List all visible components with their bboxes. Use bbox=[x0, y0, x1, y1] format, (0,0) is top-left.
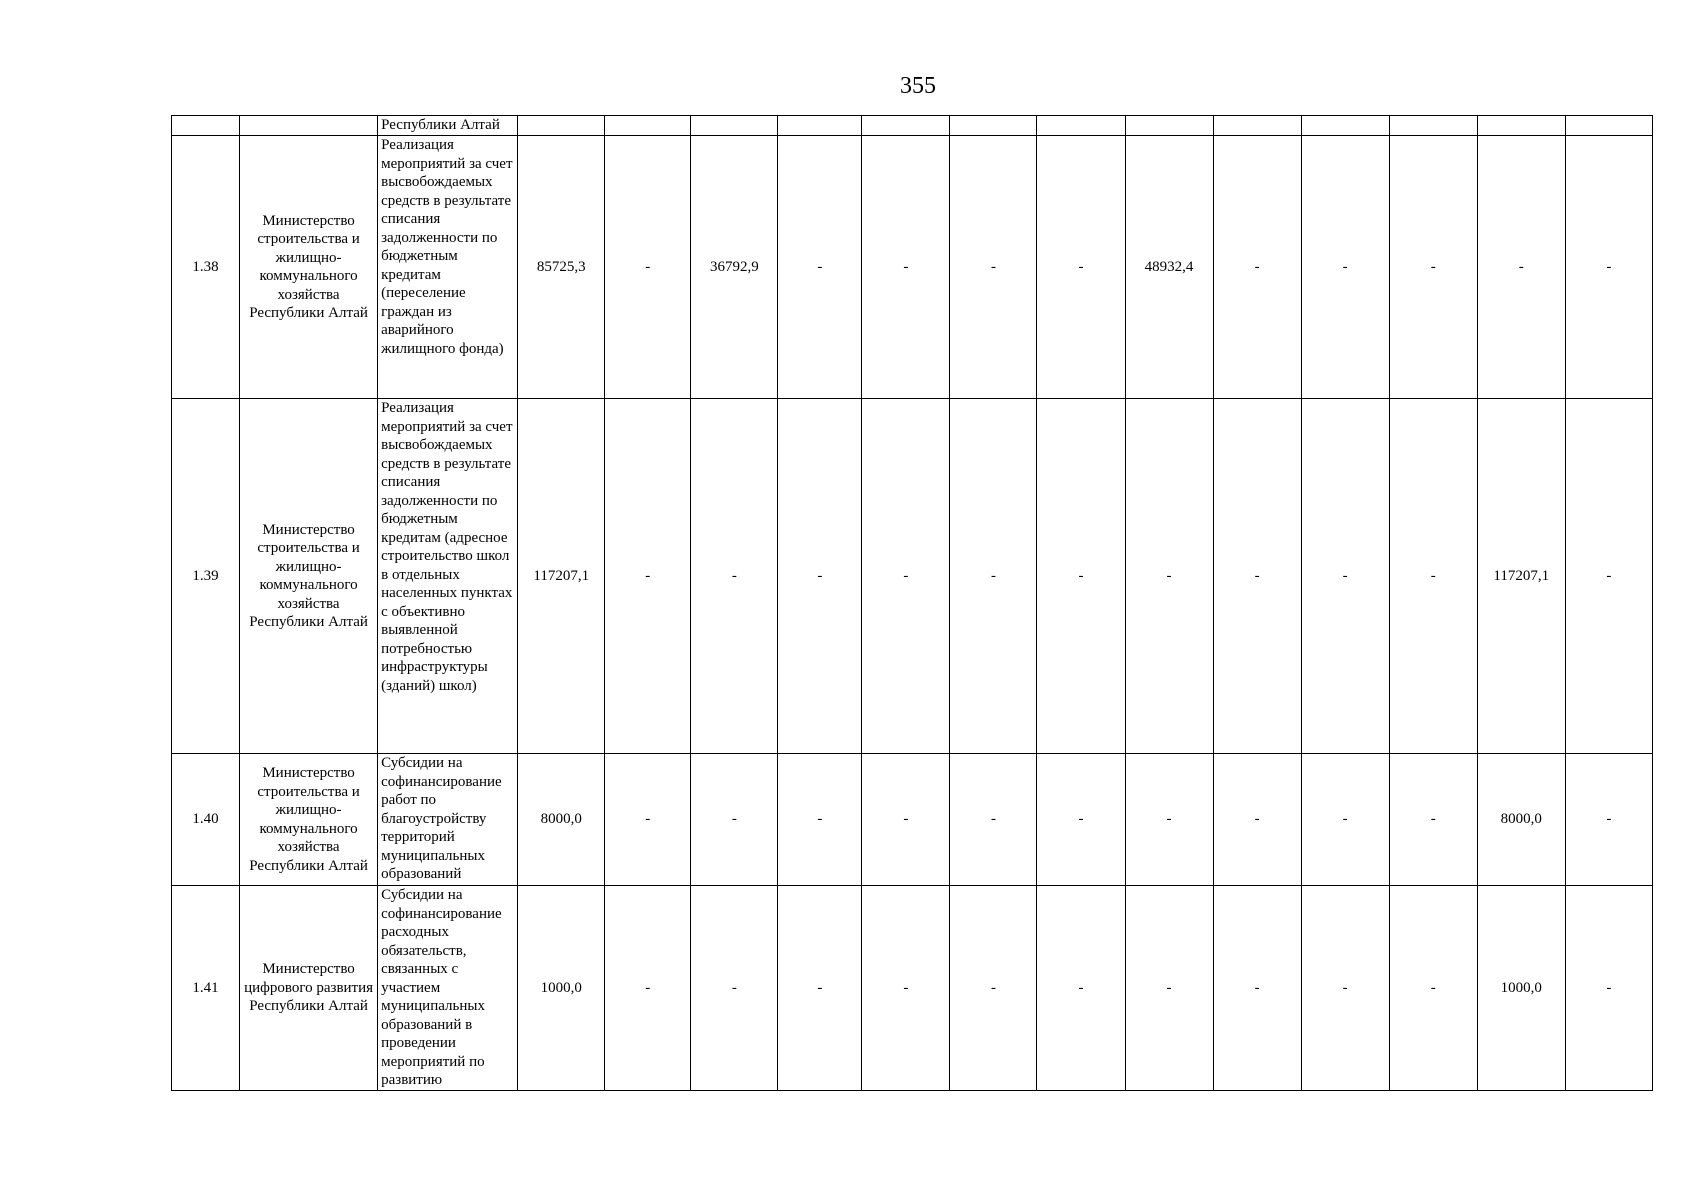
cell-name: Республики Алтай bbox=[378, 116, 518, 136]
cell-value: - bbox=[1125, 399, 1213, 754]
cell-num bbox=[172, 116, 240, 136]
cell-value: - bbox=[1037, 399, 1125, 754]
cell-org: Министерство строительства и жилищно-коммунального хозяйства Республики Алтай bbox=[240, 136, 378, 399]
cell-value: 1000,0 bbox=[1477, 886, 1565, 1091]
cell-value: - bbox=[691, 754, 778, 886]
table-row bbox=[172, 136, 1653, 399]
cell-value: - bbox=[950, 886, 1037, 1091]
cell-value: - bbox=[862, 886, 950, 1091]
cell-org: Министерство строительства и жилищно-коммунального хозяйства Республики Алтай bbox=[240, 399, 378, 754]
cell-value bbox=[605, 116, 691, 136]
cell-value: 36792,9 bbox=[691, 136, 778, 399]
cell-value: - bbox=[691, 886, 778, 1091]
cell-value: - bbox=[691, 399, 778, 754]
cell-value: - bbox=[1213, 136, 1301, 399]
cell-value: - bbox=[1213, 886, 1301, 1091]
cell-value: - bbox=[1389, 886, 1477, 1091]
cell-value: - bbox=[1037, 136, 1125, 399]
cell-value: - bbox=[1301, 754, 1389, 886]
cell-num: 1.41 bbox=[172, 886, 240, 1091]
cell-value: 85725,3 bbox=[518, 136, 605, 399]
cell-value: - bbox=[605, 754, 691, 886]
cell-value bbox=[691, 116, 778, 136]
cell-name: Реализация мероприятий за счет высвобождаемых средств в результате списания задолженности по бюджетным кредитам (адресное строительство школ в отдельных населенных пунктах с объективно выявленной потребностью инфраструктуры (зданий) школ) bbox=[378, 399, 518, 754]
cell-value: - bbox=[778, 886, 862, 1091]
cell-value bbox=[950, 116, 1037, 136]
cell-value bbox=[1389, 116, 1477, 136]
cell-value: 1000,0 bbox=[518, 886, 605, 1091]
cell-value: - bbox=[1565, 136, 1652, 399]
cell-value: - bbox=[1125, 754, 1213, 886]
cell-value: - bbox=[1389, 754, 1477, 886]
cell-value: - bbox=[1565, 399, 1652, 754]
cell-value: - bbox=[1301, 399, 1389, 754]
cell-num: 1.40 bbox=[172, 754, 240, 886]
page-number: 355 bbox=[900, 73, 936, 99]
cell-org: Министерство цифрового развития Республики Алтай bbox=[240, 886, 378, 1091]
cell-value: 8000,0 bbox=[518, 754, 605, 886]
cell-value bbox=[1037, 116, 1125, 136]
cell-value: - bbox=[1213, 399, 1301, 754]
cell-value: - bbox=[1389, 136, 1477, 399]
cell-value bbox=[1477, 116, 1565, 136]
cell-value: 48932,4 bbox=[1125, 136, 1213, 399]
cell-value: - bbox=[862, 754, 950, 886]
cell-value: - bbox=[1301, 136, 1389, 399]
cell-value: - bbox=[1301, 886, 1389, 1091]
cell-value bbox=[1213, 116, 1301, 136]
cell-value: - bbox=[605, 886, 691, 1091]
cell-value: - bbox=[1565, 754, 1652, 886]
table-row bbox=[172, 886, 1653, 1091]
cell-value: - bbox=[605, 136, 691, 399]
cell-org: Министерство строительства и жилищно-коммунального хозяйства Республики Алтай bbox=[240, 754, 378, 886]
cell-value: - bbox=[778, 136, 862, 399]
cell-value bbox=[862, 116, 950, 136]
table-row-continuation bbox=[172, 116, 1653, 136]
cell-value bbox=[1565, 116, 1652, 136]
cell-value bbox=[1301, 116, 1389, 136]
cell-value: 117207,1 bbox=[1477, 399, 1565, 754]
cell-name: Субсидии на софинансирование расходных обязательств, связанных с участием муниципальных образований в проведении мероприятий по развитию bbox=[378, 886, 518, 1091]
cell-value: - bbox=[1477, 136, 1565, 399]
cell-value: - bbox=[862, 136, 950, 399]
cell-value bbox=[1125, 116, 1213, 136]
cell-value: - bbox=[862, 399, 950, 754]
cell-org bbox=[240, 116, 378, 136]
cell-value: - bbox=[1565, 886, 1652, 1091]
cell-name: Субсидии на софинансирование работ по благоустройству территорий муниципальных образований bbox=[378, 754, 518, 886]
cell-value: - bbox=[950, 754, 1037, 886]
cell-value: 117207,1 bbox=[518, 399, 605, 754]
cell-value: 8000,0 bbox=[1477, 754, 1565, 886]
table-row bbox=[172, 399, 1653, 754]
cell-value: - bbox=[1125, 886, 1213, 1091]
cell-name: Реализация мероприятий за счет высвобождаемых средств в результате списания задолженности по бюджетным кредитам (переселение граждан из аварийного жилищного фонда) bbox=[378, 136, 518, 399]
cell-value: - bbox=[778, 399, 862, 754]
cell-num: 1.39 bbox=[172, 399, 240, 754]
cell-value: - bbox=[950, 399, 1037, 754]
cell-value: - bbox=[950, 136, 1037, 399]
table-row bbox=[172, 754, 1653, 886]
cell-value: - bbox=[605, 399, 691, 754]
cell-value bbox=[778, 116, 862, 136]
cell-num: 1.38 bbox=[172, 136, 240, 399]
cell-value: - bbox=[778, 754, 862, 886]
cell-value: - bbox=[1037, 754, 1125, 886]
cell-value bbox=[518, 116, 605, 136]
cell-value: - bbox=[1213, 754, 1301, 886]
budget-table bbox=[171, 115, 1653, 1091]
cell-value: - bbox=[1389, 399, 1477, 754]
cell-value: - bbox=[1037, 886, 1125, 1091]
